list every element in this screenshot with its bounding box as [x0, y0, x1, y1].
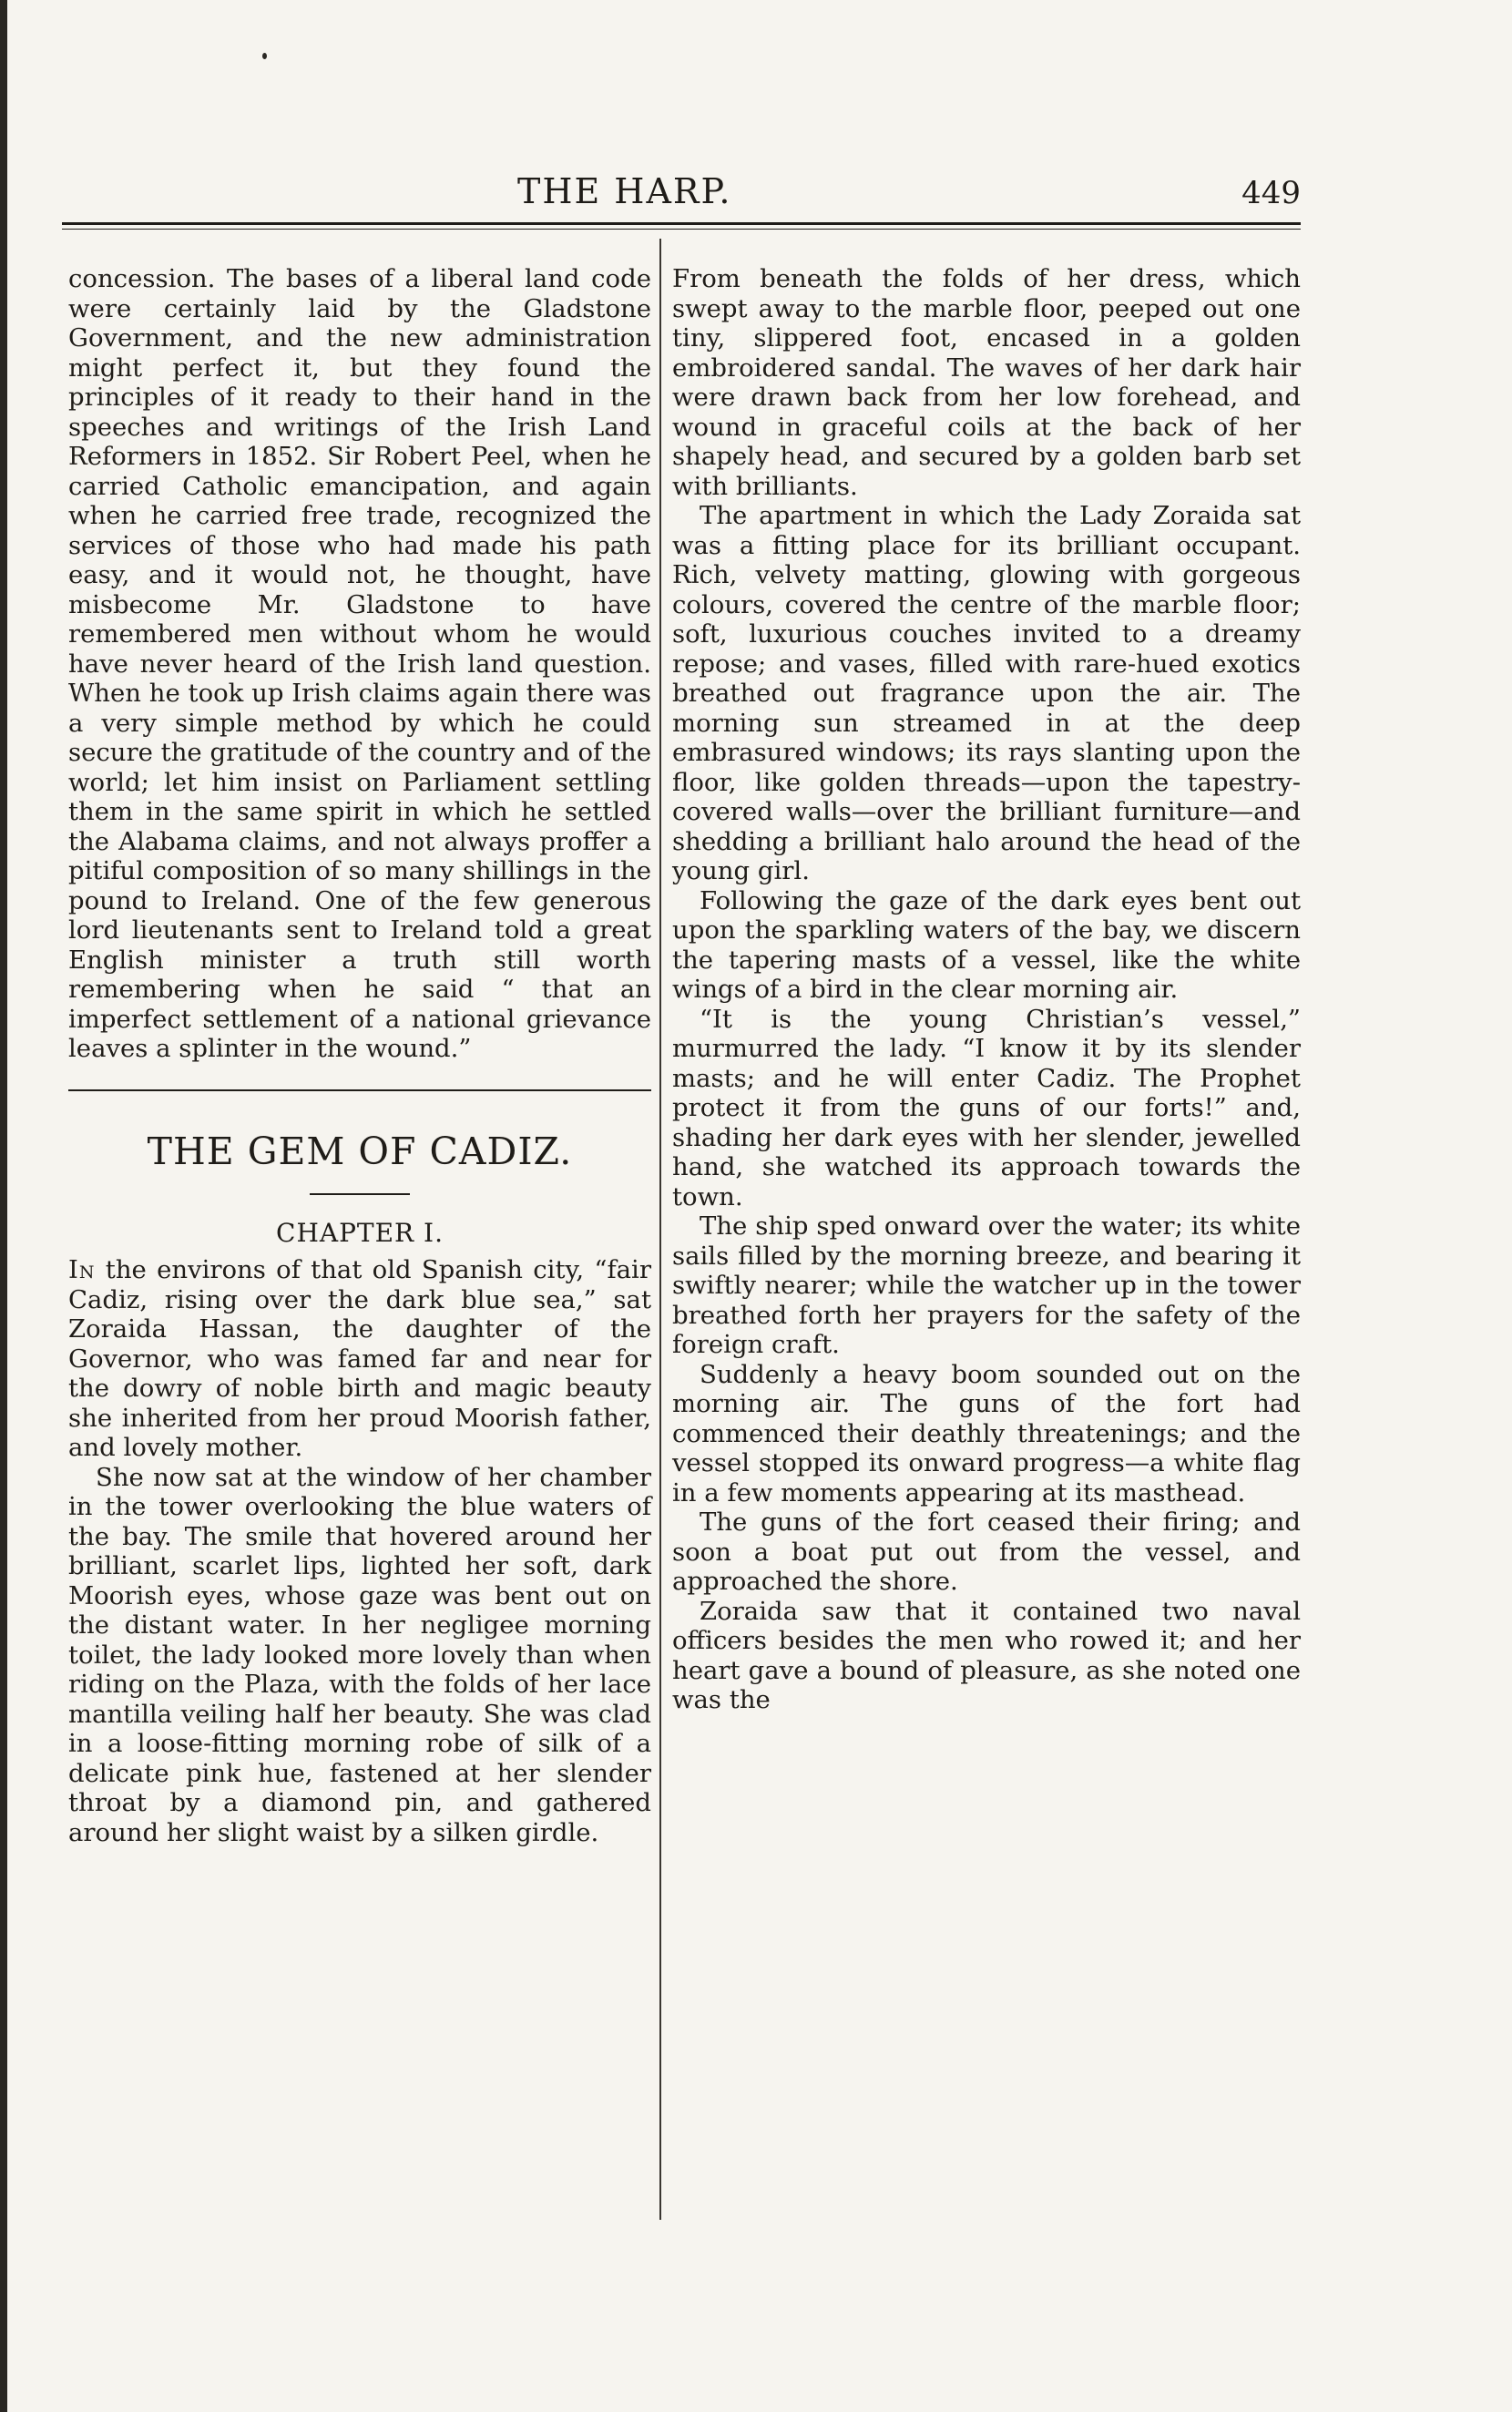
article-paragraph: concession. The bases of a liberal land code were certainly laid by the Gladstone Government, and the new administration might perfect it, but they found the principles of it ready to their hand in the speeches and writings of the Irish Land Reformers in 1852. Sir Robert Peel, when he carried Catholic emancipation, and again when he carried free trade, recognized the services of those who had made his path easy, and it would not, he thought, have misbecome Mr. Gladstone to have remembered men without whom he would have never heard of the Irish land question. When he took up Irish claims again there was a very simple method by which he could secure the gratitude of the country and of the world; let him insist on Parliament settling them in the same spirit in which he settled the Alabama claims, and not always proffer a pitiful composition of so many shillings in the pound to Ireland. One of the few generous lord lieutenants sent to Ireland told a great English minister a truth still worth remembering when he said “ that an imperfect settlement of a national grievance leaves a splinter in the wound.” [68, 264, 651, 1063]
right-column [672, 264, 1301, 1715]
chapter-heading: CHAPTER I. [276, 1217, 444, 1248]
running-title: THE HARP. [517, 171, 732, 211]
story-paragraph: Zoraida saw that it contained two naval officers besides the men who rowed it; and her heart gave a bound of pleasure, as she noted one was the [672, 1596, 1301, 1714]
title-ornament-rule [310, 1193, 410, 1195]
opening-word: In [68, 1255, 96, 1284]
page-number: 449 [1241, 175, 1301, 211]
story-paragraph-text: the environs of that old Spanish city, “fair Cadiz, rising over the dark blue sea,” sat Zoraida Hassan, the daughter of the Governor, who was famed far and near for the dowry of noble birth and magic beauty she inherited from her proud Moorish father, and lovely mother. [68, 1255, 651, 1462]
header-rule-thin [62, 229, 1301, 230]
story-paragraph: “It is the young Christian’s vessel,” murmurred the lady. “I know it by its slender masts; and he will enter Cadiz. The Prophet protect it from the guns of our forts!” and, shading her dark eyes with her slender, jewelled hand, she watched its approach towards the town. [672, 1004, 1301, 1211]
story-paragraph [68, 1255, 651, 1463]
story-paragraph: Suddenly a heavy boom sounded out on the morning air. The guns of the fort had commenced their deathly threatenings; and the vessel stopped its onward progress—a white flag in a few moments appearing at its masthead. [672, 1359, 1301, 1508]
story-title: THE GEM OF CADIZ. [147, 1129, 573, 1173]
column-divider [659, 239, 661, 2220]
story-paragraph: The apartment in which the Lady Zoraida sat was a fitting place for its brilliant occupant. Rich, velvety matting, glowing with gorgeous colours, covered the centre of the marble floor; soft, luxurious couches invited to a dreamy repose; and vases, filled with rare-hued exotics breathed out fragrance upon the air. The morning sun streamed in at the deep embrasured windows; its rays slanting upon the floor, like golden threads—upon the tapestry-covered walls—over the brilliant furniture—and shedding a brilliant halo around the head of the young girl. [672, 501, 1301, 885]
story-paragraph: She now sat at the window of her chamber in the tower overlooking the blue waters of the bay. The smile that hovered around her brilliant, scarlet lips, lighted her soft, dark Moorish eyes, whose gaze was bent out on the distant water. In her negligee morning toilet, the lady looked more lovely than when riding on the Plaza, with the folds of her lace mantilla veiling half her beauty. She was clad in a loose-fitting morning robe of silk of a delicate pink hue, fastened at her slender throat by a diamond pin, and gathered around her slight waist by a silken girdle. [68, 1462, 651, 1847]
section-divider [68, 1089, 651, 1091]
print-speck [262, 53, 267, 59]
header-rule [62, 222, 1301, 225]
story-paragraph: Following the gaze of the dark eyes bent out upon the sparkling waters of the bay, we discern the tapering masts of a vessel, like the white wings of a bird in the clear morning air. [672, 885, 1301, 1004]
story-paragraph: The guns of the fort ceased their firing; and soon a boat put out from the vessel, and approached the shore. [672, 1508, 1301, 1596]
story-paragraph: From beneath the folds of her dress, which swept away to the marble floor, peeped out one tiny, slippered foot, encased in a golden embroidered sandal. The waves of her dark hair were drawn back from her low forehead, and wound in graceful coils at the back of her shapely head, and secured by a golden barb set with brilliants. [672, 264, 1301, 501]
page-edge-shadow [0, 0, 7, 2412]
story-paragraph: The ship sped onward over the water; its white sails filled by the morning breeze, and bearing it swiftly nearer; while the watcher up in the tower breathed forth her prayers for the safety of the foreign craft. [672, 1211, 1301, 1359]
page-header [62, 164, 1301, 219]
left-column [68, 264, 651, 1847]
